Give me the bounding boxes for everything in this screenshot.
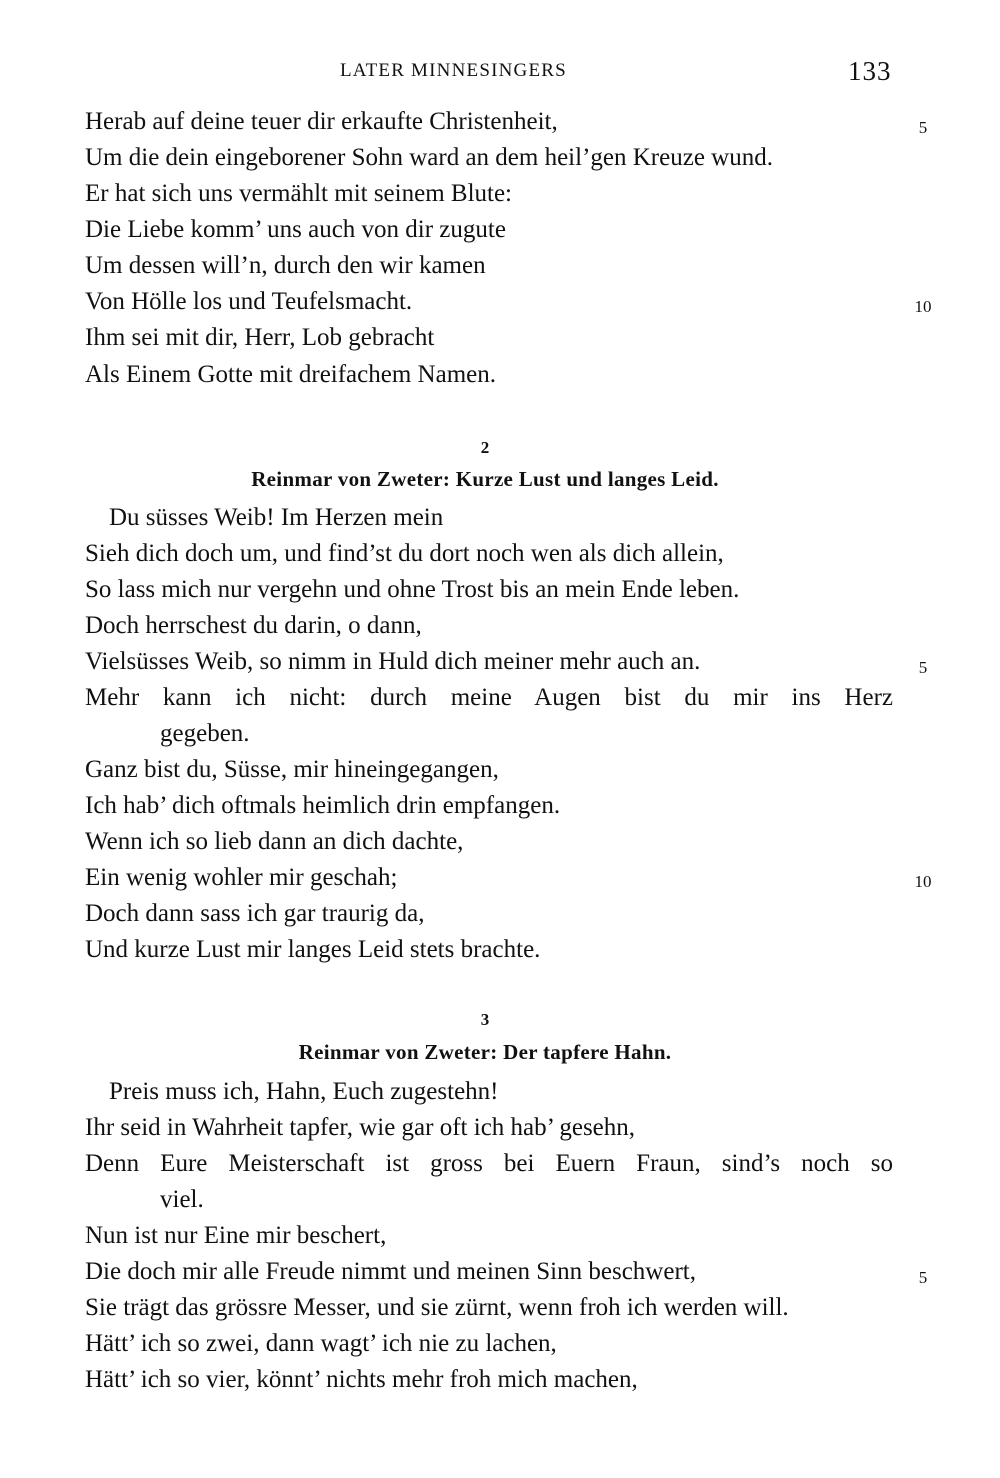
line-number-5: 5 xyxy=(918,658,928,677)
verse-line: Doch herrschest du darin, o dann, xyxy=(85,612,422,639)
line-number-5: 5 xyxy=(918,1268,928,1287)
verse-line: Herab auf deine teuer dir erkaufte Christenheit, xyxy=(85,108,558,135)
verse-line: Ihm sei mit dir, Herr, Lob gebracht xyxy=(85,324,435,351)
verse-line: Sie trägt das grössre Messer, und sie zürnt, wenn froh ich werden will. xyxy=(85,1294,789,1321)
verse-line: So lass mich nur vergehn und ohne Trost bis an mein Ende leben. xyxy=(85,576,740,603)
line-number-5: 5 xyxy=(918,118,928,137)
verse-line: Ein wenig wohler mir geschah; xyxy=(85,864,398,891)
verse-line: Doch dann sass ich gar traurig da, xyxy=(85,900,425,927)
poem-number: 2 xyxy=(480,438,490,457)
verse-line: Die doch mir alle Freude nimmt und meinen Sinn beschwert, xyxy=(85,1258,696,1285)
verse-line: Mehr kann ich nicht: durch meine Augen bist du mir ins Herz xyxy=(85,684,893,711)
verse-line: Nun ist nur Eine mir beschert, xyxy=(85,1222,387,1249)
poem-number: 3 xyxy=(480,1010,490,1029)
verse-line: Hätt’ ich so zwei, dann wagt’ ich nie zu lachen, xyxy=(85,1330,557,1357)
verse-line: Er hat sich uns vermählt mit seinem Blute: xyxy=(85,180,513,207)
verse-line: Und kurze Lust mir langes Leid stets brachte. xyxy=(85,936,541,963)
poem-title: Reinmar von Zweter: Kurze Lust und langes Leid. xyxy=(251,467,719,491)
verse-line: Um dessen will’n, durch den wir kamen xyxy=(85,252,486,279)
running-title: LATER MINNESINGERS xyxy=(340,60,567,81)
verse-line: Du süsses Weib! Im Herzen mein xyxy=(109,504,444,531)
page-number: 133 xyxy=(848,56,892,86)
verse-line: Denn Eure Meisterschaft ist gross bei Euern Fraun, sind’s noch so xyxy=(85,1150,893,1177)
verse-line: Hätt’ ich so vier, könnt’ nichts mehr froh mich machen, xyxy=(85,1366,638,1393)
verse-line-continuation: gegeben. xyxy=(160,720,250,747)
verse-line: Um die dein eingeborener Sohn ward an dem heil’gen Kreuze wund. xyxy=(85,144,773,171)
verse-line: Die Liebe komm’ uns auch von dir zugute xyxy=(85,216,506,243)
running-head xyxy=(0,56,1000,90)
verse-line: Vielsüsses Weib, so nimm in Huld dich meiner mehr auch an. xyxy=(85,648,701,675)
poem-title: Reinmar von Zweter: Der tapfere Hahn. xyxy=(298,1040,672,1064)
line-number-10: 10 xyxy=(914,872,932,891)
verse-line: Ganz bist du, Süsse, mir hineingegangen, xyxy=(85,756,499,783)
verse-line: Ich hab’ dich oftmals heimlich drin empfangen. xyxy=(85,792,561,819)
verse-line: Von Hölle los und Teufelsmacht. xyxy=(85,288,413,315)
verse-line: Preis muss ich, Hahn, Euch zugestehn! xyxy=(109,1078,499,1105)
verse-line: Als Einem Gotte mit dreifachem Namen. xyxy=(85,361,496,388)
verse-line: Sieh dich doch um, und find’st du dort noch wen als dich allein, xyxy=(85,540,724,567)
line-number-10: 10 xyxy=(914,297,932,316)
verse-line: Ihr seid in Wahrheit tapfer, wie gar oft ich hab’ gesehn, xyxy=(85,1114,636,1141)
verse-line: Wenn ich so lieb dann an dich dachte, xyxy=(85,828,464,855)
verse-line-continuation: viel. xyxy=(160,1186,204,1213)
